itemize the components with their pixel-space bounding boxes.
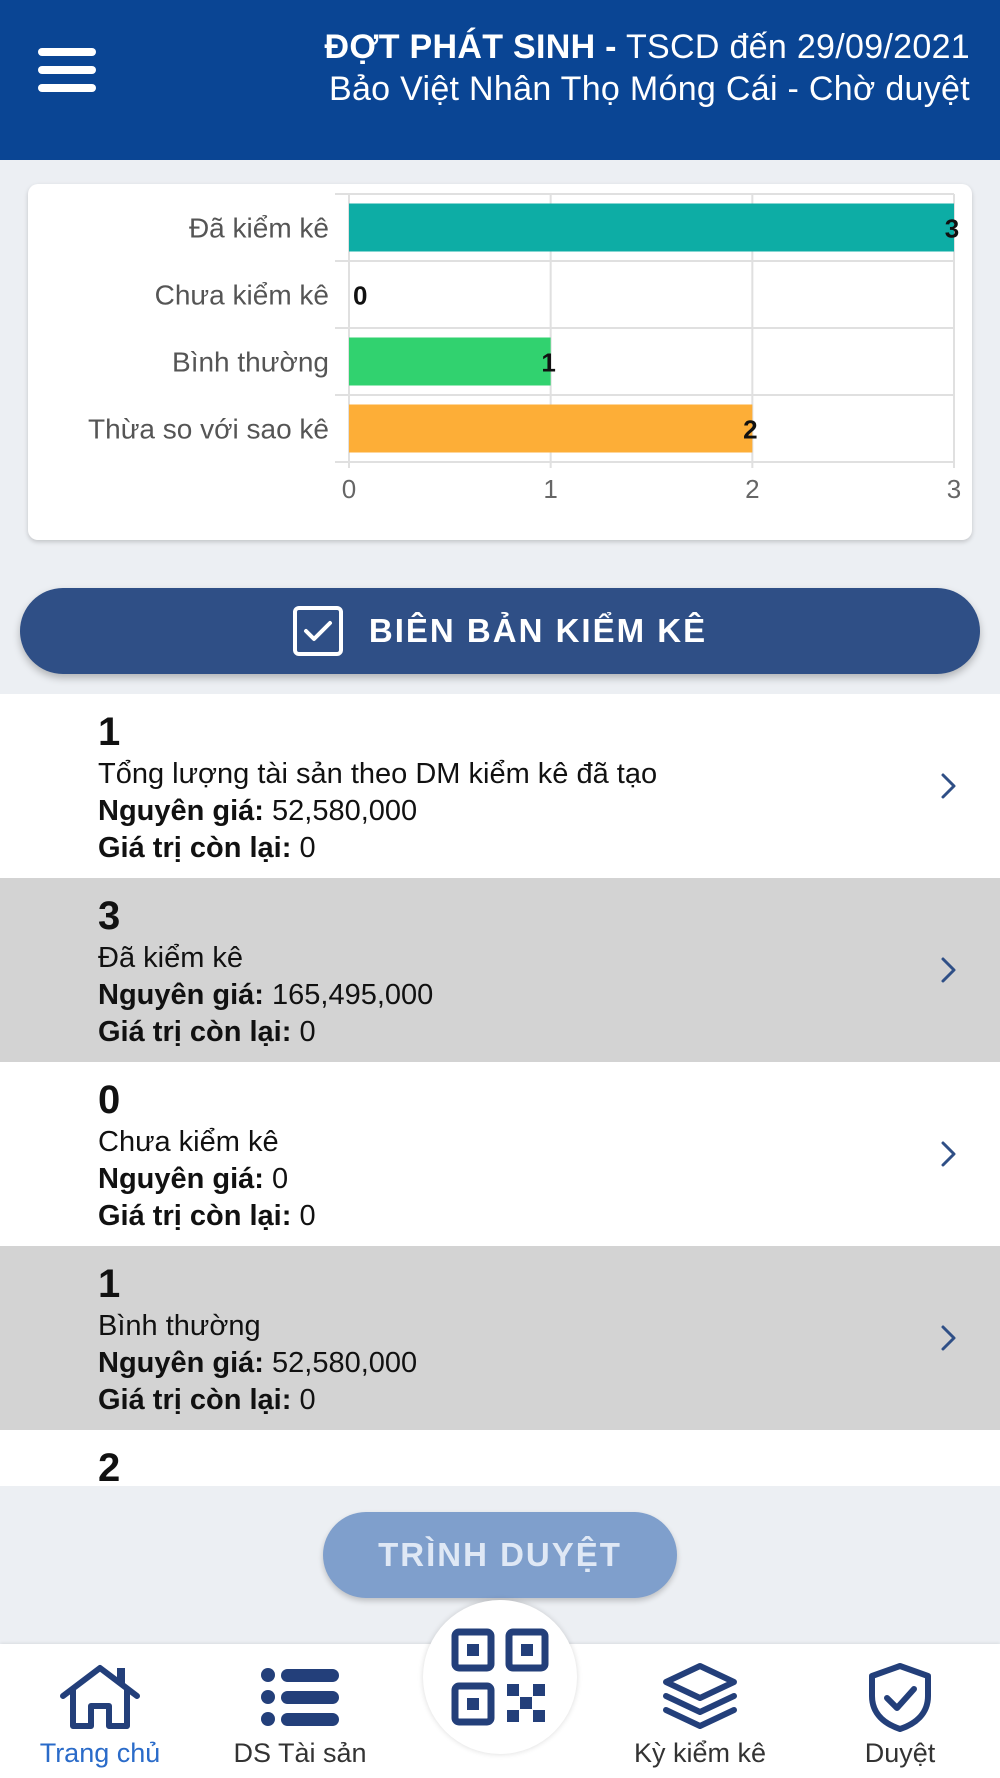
item-gia-tri-con-lai <box>98 1198 1000 1235</box>
chevron-right-icon <box>934 956 962 984</box>
checkbox-icon <box>293 606 343 656</box>
chart-card <box>28 184 972 540</box>
item-title: Đã kiểm kê <box>98 942 244 974</box>
nav-home[interactable] <box>20 1644 180 1778</box>
x-tick-label: 2 <box>745 474 760 504</box>
bien-ban-kiem-ke-button[interactable] <box>20 588 980 674</box>
list-item[interactable] <box>0 878 1000 1062</box>
gia-tri-con-lai-label: Giá trị còn lại: <box>98 1200 292 1232</box>
chart-bar <box>349 204 954 252</box>
gia-tri-con-lai-value: 0 <box>299 1016 316 1048</box>
category-label: Đã kiểm kê <box>188 212 329 244</box>
nguyen-gia-value: 52,580,000 <box>272 1347 418 1379</box>
nav-ds-tai-san[interactable] <box>215 1644 385 1778</box>
item-nguyen-gia <box>98 977 1000 1014</box>
chart-bar <box>349 405 752 453</box>
gia-tri-con-lai-label: Giá trị còn lại: <box>98 832 292 864</box>
page-title-rest: TSCD đến 29/09/2021 <box>625 28 970 66</box>
shield-check-icon <box>867 1662 933 1732</box>
page-subtitle: Bảo Việt Nhân Thọ Móng Cái - Chờ duyệt <box>328 70 970 108</box>
nav-duyet[interactable] <box>830 1644 970 1778</box>
gia-tri-con-lai-label: Giá trị còn lại: <box>98 1384 292 1416</box>
list-item[interactable] <box>0 1062 1000 1246</box>
category-label: Thừa so với sao kê <box>88 413 329 445</box>
nav-ky-kiem-ke[interactable] <box>615 1644 785 1778</box>
data-label: 1 <box>541 347 556 378</box>
summary-list <box>0 694 1000 1486</box>
category-label: Bình thường <box>172 346 329 378</box>
nguyen-gia-label: Nguyên giá: <box>98 979 264 1011</box>
item-title: Chưa kiểm kê <box>98 1126 279 1158</box>
page-title-bold: ĐỢT PHÁT SINH - <box>324 28 617 66</box>
item-gia-tri-con-lai <box>98 1014 1000 1051</box>
x-tick-label: 0 <box>341 474 357 504</box>
data-label: 3 <box>944 213 960 244</box>
nguyen-gia-value: 52,580,000 <box>272 795 418 827</box>
chart-bar <box>349 338 551 386</box>
nav-home-label: Trang chủ <box>39 1738 161 1768</box>
list-icon <box>259 1662 341 1732</box>
nguyen-gia-value: 165,495,000 <box>272 979 434 1011</box>
list-item[interactable] <box>0 1430 1000 1486</box>
item-count: 1 <box>98 1262 121 1306</box>
item-count: 2 <box>98 1446 121 1486</box>
nguyen-gia-label: Nguyên giá: <box>98 1163 264 1195</box>
gia-tri-con-lai-value: 0 <box>299 1384 316 1416</box>
bien-ban-kiem-ke-label: BIÊN BẢN KIỂM KÊ <box>368 612 708 649</box>
nav-ky-kiem-ke-label: Kỳ kiểm kê <box>633 1738 767 1768</box>
item-count: 3 <box>98 894 121 938</box>
item-nguyen-gia <box>98 1161 1000 1198</box>
hamburger-menu-icon[interactable] <box>38 48 96 92</box>
bar-chart <box>28 184 972 540</box>
data-label: 2 <box>743 414 758 445</box>
nav-duyet-label: Duyệt <box>864 1738 936 1768</box>
item-gia-tri-con-lai <box>98 830 1000 867</box>
item-count: 0 <box>98 1078 121 1122</box>
chevron-right-icon <box>934 1140 962 1168</box>
data-label: 0 <box>353 280 368 311</box>
item-gia-tri-con-lai <box>98 1382 1000 1419</box>
x-tick-label: 1 <box>543 474 558 504</box>
gia-tri-con-lai-value: 0 <box>299 1200 316 1232</box>
gia-tri-con-lai-value: 0 <box>299 832 316 864</box>
item-nguyen-gia <box>98 793 1000 830</box>
layers-icon <box>662 1662 738 1732</box>
nav-ds-tai-san-label: DS Tài sản <box>233 1738 367 1768</box>
chevron-right-icon <box>934 772 962 800</box>
list-item[interactable] <box>0 1246 1000 1430</box>
app-header <box>0 0 1000 160</box>
gia-tri-con-lai-label: Giá trị còn lại: <box>98 1016 292 1048</box>
list-item[interactable] <box>0 694 1000 878</box>
qr-code-icon <box>451 1628 549 1726</box>
chevron-right-icon <box>934 1324 962 1352</box>
item-nguyen-gia <box>98 1345 1000 1382</box>
qr-scan-button[interactable] <box>423 1600 577 1754</box>
nguyen-gia-label: Nguyên giá: <box>98 1347 264 1379</box>
trinh-duyet-button[interactable]: TRÌNH DUYỆT <box>323 1512 677 1598</box>
item-title: Bình thường <box>98 1310 261 1342</box>
x-tick-label: 3 <box>946 474 962 504</box>
home-icon <box>57 1662 143 1732</box>
item-count: 1 <box>98 710 121 754</box>
category-label: Chưa kiểm kê <box>154 279 329 311</box>
nguyen-gia-label: Nguyên giá: <box>98 795 264 827</box>
item-title: Tổng lượng tài sản theo DM kiểm kê đã tạo <box>98 758 658 790</box>
nguyen-gia-value: 0 <box>272 1163 289 1195</box>
page-title <box>325 28 970 67</box>
